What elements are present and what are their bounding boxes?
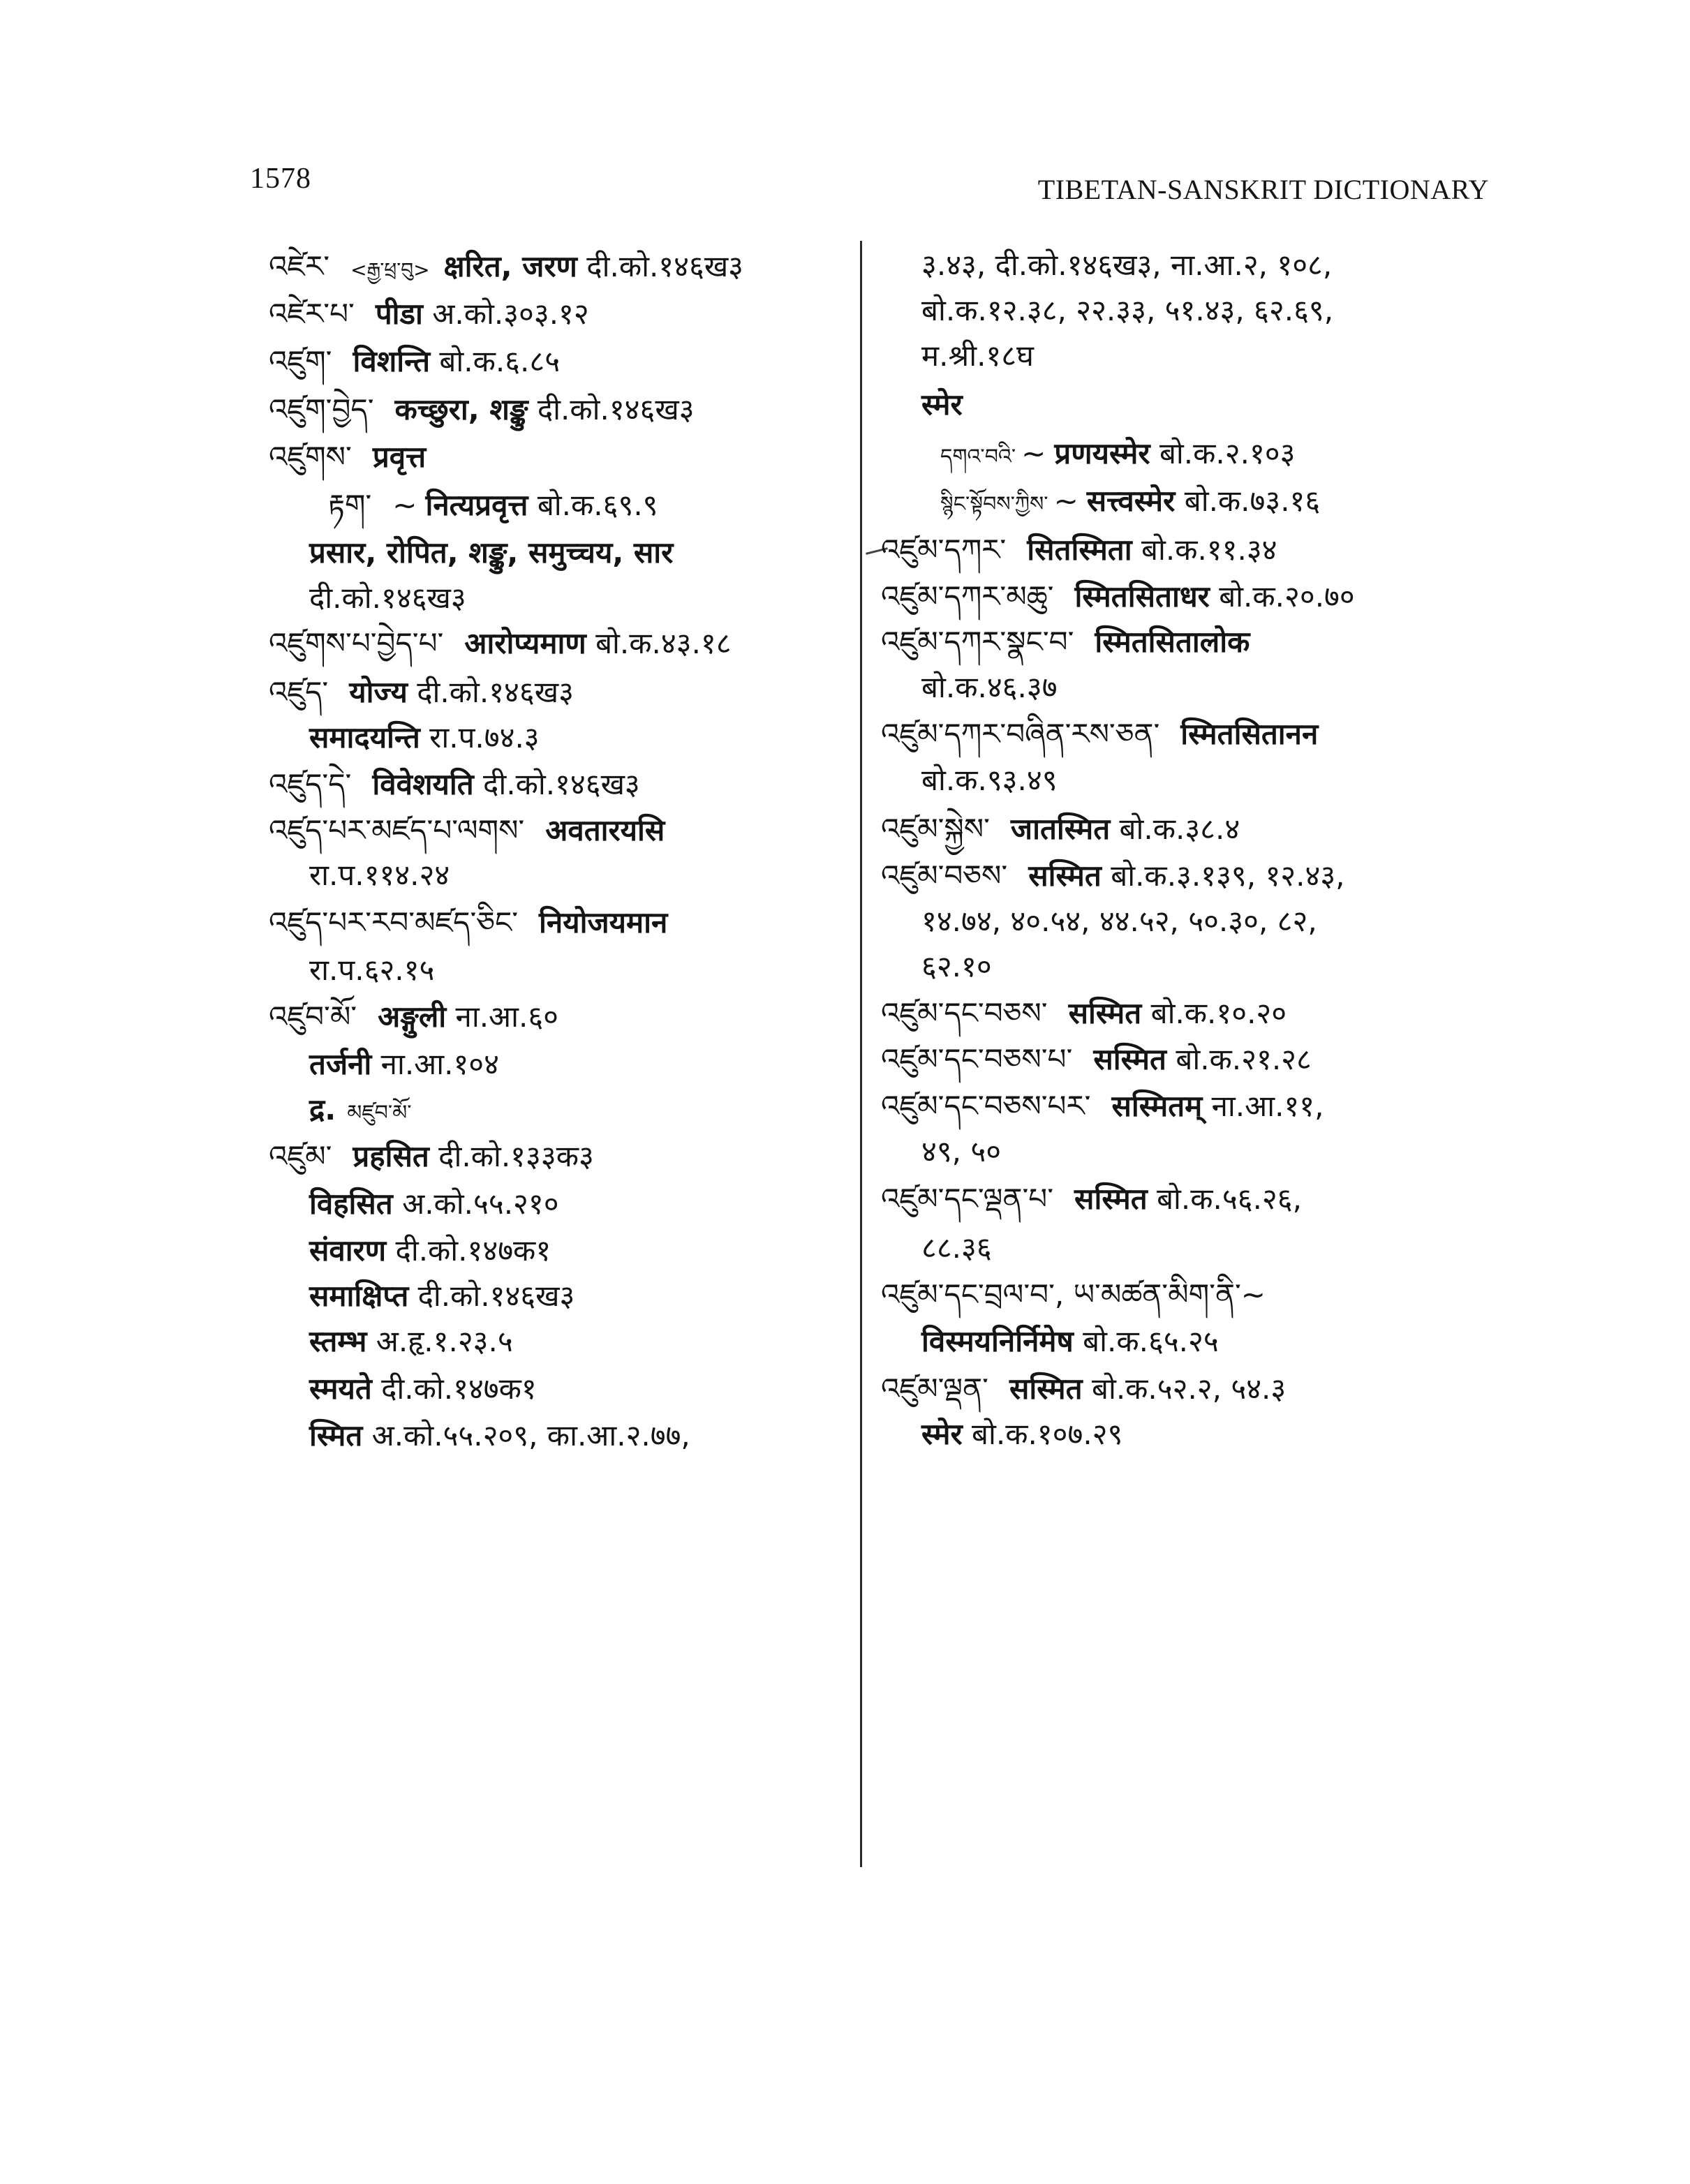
tibetan-headword: འཛུམ་དཀར་ bbox=[881, 533, 1007, 567]
entry-line bbox=[269, 1275, 575, 1317]
source-reference: बो.क.५२.२, ५४.३ bbox=[1082, 1372, 1287, 1406]
entry-line bbox=[269, 577, 466, 619]
entry-line bbox=[269, 436, 426, 478]
tibetan-headword: འཛུམ་དཀར་སྣང་བ་ bbox=[881, 625, 1074, 659]
entry-line bbox=[269, 1183, 559, 1225]
sanskrit-equivalent: क्षरित, जरण bbox=[443, 249, 577, 283]
tibetan-headword: འཛུག་ bbox=[269, 344, 332, 378]
source-reference: बो.क.६५.२५ bbox=[1073, 1324, 1219, 1358]
grammar-note: <རྒྱ་ཕྲ་བུ> bbox=[350, 258, 430, 281]
headword-tilde: ~ bbox=[1021, 436, 1046, 470]
source-reference: रा.प.७४.३ bbox=[420, 720, 540, 755]
source-reference: बो.क.१२.३८, २२.३३, ५१.४३, ६२.६९, bbox=[921, 293, 1334, 327]
source-reference: म.श्री.१८घ bbox=[921, 339, 1034, 373]
entry-line bbox=[881, 1368, 1286, 1410]
entry-line bbox=[881, 855, 1345, 897]
entry-line bbox=[269, 623, 732, 664]
tibetan-headword: འཛུད་པར་མཛད་པ་ལགས་ bbox=[269, 813, 525, 847]
entry-line bbox=[881, 290, 1333, 332]
source-reference: दी.को.१४६ख३ bbox=[528, 392, 695, 426]
sanskrit-equivalent: अङ्गुली bbox=[378, 1000, 447, 1034]
tibetan-headword: འཛུམ་དང་བཅས་པ་ bbox=[881, 1042, 1073, 1076]
entry-line bbox=[881, 384, 963, 426]
entry-line bbox=[269, 1368, 537, 1410]
source-reference: बो.क.६.८५ bbox=[430, 344, 561, 378]
source-reference: दी.को.१४६ख३ bbox=[407, 675, 574, 709]
sanskrit-equivalent: सस्मित bbox=[1068, 996, 1142, 1030]
source-reference: दी.को.१३३क३ bbox=[429, 1139, 594, 1173]
source-reference: अ.हृ.१.२३.५ bbox=[366, 1324, 513, 1358]
sanskrit-equivalent: प्रणयस्मेर bbox=[1054, 436, 1150, 470]
entry-line bbox=[269, 996, 558, 1038]
column-rule bbox=[860, 241, 862, 1867]
source-reference: १४.७४, ४०.५४, ४४.५२, ५०.३०, ८२, bbox=[921, 904, 1317, 938]
tibetan-headword: རྟག་ bbox=[328, 488, 372, 522]
source-reference: ६२.१० bbox=[921, 949, 992, 983]
source-reference: दी.को.१४७क१ bbox=[371, 1372, 537, 1406]
sanskrit-equivalent: सस्मित bbox=[1028, 859, 1102, 893]
headword-tilde: ~ bbox=[1053, 484, 1079, 518]
tibetan-headword: འཛུམ་སྐྱེས་ bbox=[881, 812, 990, 846]
source-reference: बो.क.१०.२० bbox=[1141, 996, 1287, 1030]
sanskrit-equivalent: प्रवृत्त bbox=[372, 440, 427, 474]
entry-line bbox=[881, 529, 1277, 571]
tibetan-headword: འཛེར་ bbox=[269, 249, 330, 283]
sanskrit-equivalent: सस्मित bbox=[1009, 1372, 1083, 1406]
entry-line bbox=[269, 810, 665, 852]
entry-line bbox=[881, 335, 1034, 377]
source-reference: ना.आ.१०४ bbox=[371, 1047, 499, 1081]
tibetan-headword: འཛུམ་ལྡན་ bbox=[881, 1372, 988, 1406]
sanskrit-equivalent: आरोप्यमाण bbox=[464, 626, 586, 660]
entry-line bbox=[269, 484, 658, 526]
sanskrit-equivalent: स्मितसितालोक bbox=[1095, 625, 1250, 659]
sanskrit-equivalent: तर्जनी bbox=[309, 1047, 372, 1081]
sanskrit-equivalent: विवेशयति bbox=[372, 767, 474, 801]
entry-line bbox=[881, 667, 1058, 708]
source-reference: ८८.३६ bbox=[921, 1231, 992, 1265]
entry-line bbox=[269, 1043, 499, 1085]
sanskrit-equivalent: स्मित bbox=[309, 1418, 363, 1453]
sanskrit-equivalent: नित्यप्रवृत्त bbox=[425, 488, 528, 522]
entry-line bbox=[881, 621, 1250, 663]
tibetan-compound: མཛུབ་མོ་ bbox=[347, 1101, 412, 1125]
entry-line bbox=[881, 576, 1355, 618]
sanskrit-equivalent: संवारण bbox=[309, 1233, 387, 1268]
sanskrit-equivalent: सितस्मिता bbox=[1027, 533, 1132, 567]
source-reference: बो.क.२०.७० bbox=[1209, 579, 1355, 614]
source-reference: दी.को.१४७क१ bbox=[386, 1233, 551, 1268]
tibetan-headword: འཛུམ་དང་བཅས་ bbox=[881, 996, 1048, 1030]
sanskrit-equivalent: पीडा bbox=[375, 297, 423, 331]
source-reference: ४९, ५० bbox=[921, 1134, 1002, 1168]
tibetan-headword: འཛུམ་ bbox=[269, 1139, 332, 1173]
source-reference: ३.४३, दी.को.१४६ख३, ना.आ.२, १०८, bbox=[921, 248, 1333, 282]
sanskrit-equivalent: स्मेर bbox=[921, 1417, 963, 1451]
tibetan-headword: འཛུགས་ bbox=[269, 440, 352, 474]
entry-line bbox=[269, 1136, 594, 1178]
tibetan-compound: སྙིང་སྟོབས་ཀྱིས་ bbox=[940, 492, 1048, 517]
entry-line bbox=[269, 671, 574, 713]
tibetan-headword: འཛུམ་དང་ལྡན་པ་ bbox=[881, 1182, 1054, 1216]
sanskrit-equivalent: स्तम्भ bbox=[309, 1324, 367, 1358]
source-reference: बो.क.२१.२८ bbox=[1166, 1042, 1312, 1076]
tibetan-headword: འཛུགས་པ་བྱེད་པ་ bbox=[269, 626, 444, 660]
tibetan-headword: འཛེར་པ་ bbox=[269, 297, 355, 331]
source-reference: बो.क.११.३४ bbox=[1132, 533, 1277, 567]
sanskrit-equivalent: प्रसार, रोपित, शङ्कु, समुच्चय, सार bbox=[309, 535, 674, 570]
sanskrit-equivalent: सस्मित bbox=[1074, 1182, 1148, 1216]
entry-line bbox=[881, 1321, 1219, 1362]
sanskrit-equivalent: योज्य bbox=[349, 675, 408, 709]
cross-reference-marker: द्र. bbox=[309, 1092, 336, 1127]
tibetan-headword: འཛུད་དེ་ bbox=[269, 767, 352, 801]
sanskrit-equivalent: प्रहसित bbox=[353, 1139, 429, 1173]
source-reference: बो.क.३८.४ bbox=[1110, 812, 1240, 846]
sanskrit-equivalent: विशन्ति bbox=[353, 344, 431, 378]
entry-line bbox=[881, 433, 1295, 475]
source-reference: अ.को.३०३.१२ bbox=[422, 297, 589, 331]
entry-line bbox=[269, 854, 450, 896]
source-reference: अ.को.५५.२०९, का.आ.२.७७, bbox=[362, 1418, 690, 1453]
tibetan-headword: འཛུད་ bbox=[269, 675, 329, 709]
sanskrit-equivalent: जातस्मित bbox=[1010, 812, 1111, 846]
entry-line bbox=[881, 1413, 1122, 1455]
source-reference: दी.को.१४६ख३ bbox=[473, 767, 640, 801]
source-reference: बो.क.७३.१६ bbox=[1175, 484, 1321, 518]
sanskrit-equivalent: कच्छुरा, शङ्कु bbox=[394, 392, 528, 426]
sanskrit-equivalent: स्मितसिताधर bbox=[1074, 579, 1210, 614]
entry-line bbox=[881, 1039, 1312, 1080]
entry-line bbox=[269, 902, 667, 944]
tibetan-headword: འཛུམ་དང་བྲལ་བ་, ཡ་མཚན་མིག་ནི་~ bbox=[881, 1277, 1266, 1312]
entry-line bbox=[269, 1415, 690, 1457]
source-reference: बो.क.१०७.२९ bbox=[962, 1417, 1123, 1451]
entry-line bbox=[881, 946, 992, 988]
source-reference: ना.आ.६० bbox=[446, 1000, 559, 1034]
entry-line bbox=[881, 1085, 1324, 1127]
entry-line bbox=[881, 759, 1058, 801]
sanskrit-equivalent: विहसित bbox=[309, 1187, 393, 1221]
entry-line bbox=[881, 713, 1318, 755]
tibetan-headword: འཛུམ་བཅས་ bbox=[881, 859, 1008, 893]
sanskrit-equivalent: स्मेर bbox=[921, 387, 963, 422]
entry-line bbox=[269, 293, 589, 335]
entry-line bbox=[881, 993, 1287, 1034]
sanskrit-equivalent: स्मितसितानन bbox=[1180, 717, 1319, 751]
entry-line bbox=[881, 1131, 1001, 1173]
entry-line bbox=[269, 1230, 551, 1272]
page-number: 1578 bbox=[250, 163, 311, 195]
source-reference: बो.क.४३.१८ bbox=[586, 626, 732, 660]
source-reference: बो.क.४६.३७ bbox=[921, 670, 1058, 704]
entry-line bbox=[269, 389, 695, 431]
sanskrit-equivalent: समादयन्ति bbox=[309, 720, 420, 755]
entry-line bbox=[269, 764, 640, 805]
entry-line bbox=[269, 717, 540, 759]
tibetan-headword: འཛུམ་དཀར་མཆུ་ bbox=[881, 579, 1054, 614]
entry-line bbox=[881, 1274, 1287, 1316]
entry-line bbox=[269, 246, 743, 288]
tibetan-compound: དགའ་བའི་ bbox=[940, 445, 1016, 469]
tibetan-headword: འཛུད་པར་རབ་མཛད་ཅིང་ bbox=[269, 905, 519, 939]
source-reference: ना.आ.११, bbox=[1202, 1089, 1324, 1123]
tibetan-headword: འཛུམ་དཀར་བཞིན་རས་ཅན་ bbox=[881, 717, 1160, 751]
entry-line bbox=[881, 808, 1240, 850]
entry-line bbox=[269, 341, 560, 382]
source-reference: अ.को.५५.२१० bbox=[392, 1187, 559, 1221]
entry-line bbox=[881, 1178, 1302, 1220]
sanskrit-equivalent: सस्मित bbox=[1093, 1042, 1166, 1076]
entry-line bbox=[881, 900, 1317, 942]
sanskrit-equivalent: विस्मयनिर्निमेष bbox=[921, 1324, 1074, 1358]
entry-line bbox=[269, 1089, 417, 1131]
headword-tilde: ~ bbox=[392, 488, 417, 522]
source-reference: बो.क.९३.४९ bbox=[921, 763, 1058, 797]
source-reference: बो.क.२.१०३ bbox=[1150, 436, 1296, 470]
entry-line bbox=[269, 1321, 513, 1362]
sanskrit-equivalent: स्मयते bbox=[309, 1372, 372, 1406]
entry-line bbox=[269, 532, 673, 574]
sanskrit-equivalent: नियोजयमान bbox=[539, 905, 668, 939]
entry-line bbox=[881, 480, 1320, 522]
source-reference: बो.क.५६.२६, bbox=[1147, 1182, 1302, 1216]
tibetan-headword: འཛུག་བྱེད་ bbox=[269, 392, 374, 426]
tibetan-headword: འཛུབ་མོ་ bbox=[269, 1000, 357, 1034]
source-reference: दी.को.१४६ख३ bbox=[577, 249, 744, 283]
sanskrit-equivalent: समाक्षिप्त bbox=[309, 1279, 409, 1313]
entry-line bbox=[881, 1227, 992, 1269]
source-reference: रा.प.११४.२४ bbox=[309, 858, 450, 892]
source-reference: रा.प.६२.१५ bbox=[309, 953, 435, 987]
running-head: TIBETAN-SANSKRIT DICTIONARY bbox=[1037, 174, 1489, 205]
source-reference: दी.को.१४६ख३ bbox=[408, 1279, 575, 1313]
source-reference: बो.क.३.१३९, १२.४३, bbox=[1101, 859, 1345, 893]
entry-line bbox=[269, 949, 434, 991]
source-reference: बो.क.६९.९ bbox=[528, 488, 658, 522]
sanskrit-equivalent: सस्मितम् bbox=[1111, 1089, 1203, 1123]
sanskrit-equivalent: सत्त्वस्मेर bbox=[1086, 484, 1176, 518]
entry-line bbox=[881, 244, 1332, 286]
tibetan-headword: འཛུམ་དང་བཅས་པར་ bbox=[881, 1089, 1091, 1123]
source-reference: दी.को.१४६ख३ bbox=[309, 581, 466, 615]
sanskrit-equivalent: अवतारयसि bbox=[545, 813, 665, 847]
